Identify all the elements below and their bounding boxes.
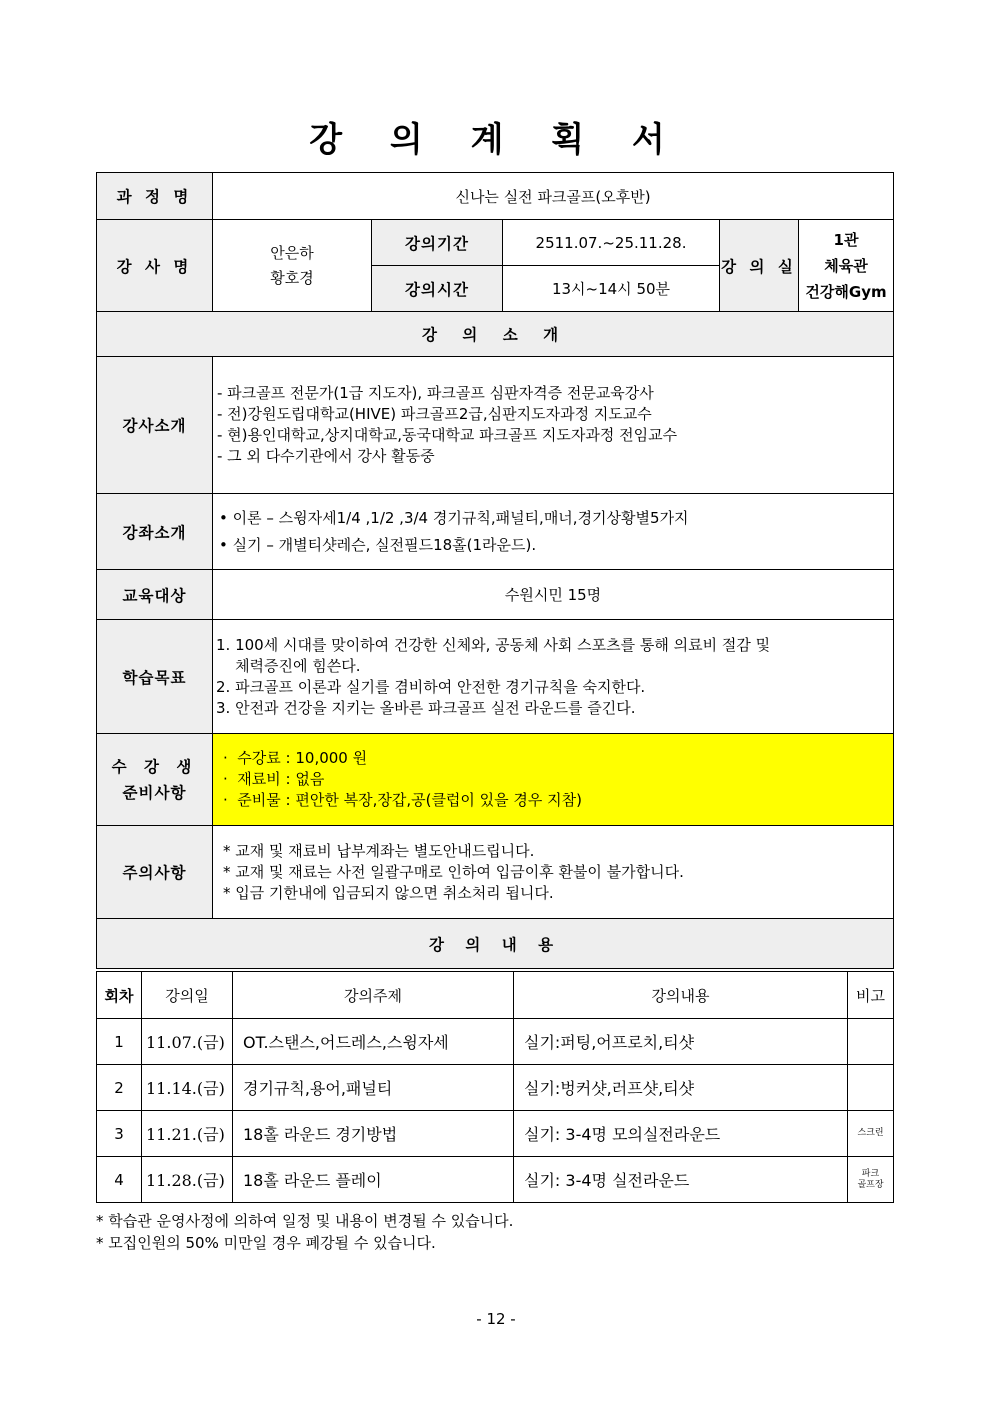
session-content: 실기:벙커샷,러프샷,티샷: [514, 1065, 848, 1111]
target-label: 교육대상: [97, 570, 213, 620]
goals-text: [213, 620, 894, 734]
table-row: [97, 1157, 894, 1203]
goals-label: 학습목표: [97, 620, 213, 734]
session-content: 실기: 3-4명 모의실전라운드: [514, 1111, 848, 1157]
text-line: 1. 100세 시대를 맞이하여 건강한 신체와, 공동체 사회 스포츠를 통해 의료비 절감 및: [216, 635, 771, 654]
session-content: 실기:퍼팅,어프로치,티샷: [514, 1019, 848, 1065]
schedule-header: 회차: [97, 972, 142, 1019]
period-label: 강의기간: [372, 220, 503, 266]
instructor-intro-text: [213, 357, 894, 494]
table-row: [97, 1065, 894, 1111]
period-value: 2511.07.~25.11.28.: [503, 220, 720, 266]
schedule-header: 강의주제: [233, 972, 514, 1019]
text-line: · 수강료 : 10,000 원: [223, 749, 368, 767]
session-date: 11.21.(금): [142, 1111, 233, 1157]
text-line: • 이론 – 스윙자세1/4 ,1/2 ,3/4 경기규칙,패널티,매너,경기상황별5가지: [219, 508, 689, 527]
room-label: 강 의 실: [720, 220, 799, 312]
schedule-header: 강의내용: [514, 972, 848, 1019]
session-no: 2: [97, 1065, 142, 1111]
session-note: [848, 1019, 894, 1065]
session-note: 파크 골프장: [848, 1157, 894, 1203]
notice-label: 주의사항: [97, 826, 213, 919]
text-line: - 현)용인대학교,상지대학교,동국대학교 파크골프 지도자과정 전임교수: [217, 426, 678, 444]
target-value: 수원시민 15명: [213, 570, 894, 620]
session-date: 11.07.(금): [142, 1019, 233, 1065]
prep-text: [213, 734, 894, 826]
session-no: 4: [97, 1157, 142, 1203]
table-row: [97, 1019, 894, 1065]
schedule-header: 비고: [848, 972, 894, 1019]
footnote: * 모집인원의 50% 미만일 경우 폐강될 수 있습니다.: [96, 1234, 436, 1252]
text-line: · 재료비 : 없음: [223, 770, 325, 788]
text-line: * 교재 및 재료는 사전 일괄구매로 인하여 입금이후 환불이 불가합니다.: [223, 862, 684, 881]
text-line: 2. 파크골프 이론과 실기를 겸비하여 안전한 경기규칙을 숙지한다.: [216, 677, 646, 696]
prep-label: [97, 734, 213, 826]
session-date: 11.28.(금): [142, 1157, 233, 1203]
intro-header: 강 의 소 개: [97, 312, 894, 357]
instructor-names: [213, 220, 372, 312]
session-note: 스크린: [848, 1111, 894, 1157]
content-header: 강 의 내 용: [97, 919, 894, 969]
instructor-intro-label: 강사소개: [97, 357, 213, 494]
page-title: 강 의 계 획 서: [309, 120, 683, 160]
schedule-table: [96, 971, 894, 1203]
prep-label-line: 준비사항: [122, 783, 187, 802]
text-line: * 교재 및 재료비 납부계좌는 별도안내드립니다.: [223, 841, 535, 860]
session-topic: 18홀 라운드 경기방법: [233, 1111, 514, 1157]
lecture-intro-label: 강좌소개: [97, 494, 213, 570]
time-label: 강의시간: [372, 266, 503, 312]
footnotes: [96, 1210, 513, 1254]
course-name: 신나는 실전 파크골프(오후반): [213, 173, 894, 220]
session-no: 1: [97, 1019, 142, 1065]
session-note: [848, 1065, 894, 1111]
instructor-name: 황호경: [270, 268, 314, 287]
lecture-intro-text: [213, 494, 894, 570]
text-line: - 그 외 다수기관에서 강사 활동중: [217, 447, 435, 465]
session-topic: 경기규칙,용어,패널티: [233, 1065, 514, 1111]
info-table: [96, 172, 894, 969]
room-value: [799, 220, 894, 312]
prep-label-line: 수 강 생: [111, 757, 198, 776]
text-line: - 전)강원도립대학교(HIVE) 파크골프2급,심판지도자과정 지도교수: [217, 405, 652, 423]
schedule-header: 강의일: [142, 972, 233, 1019]
instructor-name: 안은하: [270, 243, 314, 262]
room-line: 1관: [833, 230, 859, 249]
session-content: 실기: 3-4명 실전라운드: [514, 1157, 848, 1203]
instructor-label: 강 사 명: [97, 220, 213, 312]
footnote: * 학습관 운영사정에 의하여 일정 및 내용이 변경될 수 있습니다.: [96, 1212, 514, 1230]
text-line: 3. 안전과 건강을 지키는 올바른 파크골프 실전 라운드를 즐긴다.: [216, 698, 636, 717]
session-date: 11.14.(금): [142, 1065, 233, 1111]
session-no: 3: [97, 1111, 142, 1157]
room-line: 체육관: [824, 256, 868, 275]
text-line: * 입금 기한내에 입금되지 않으면 취소처리 됩니다.: [223, 883, 554, 902]
text-line: • 실기 – 개별티샷레슨, 실전필드18홀(1라운드).: [219, 535, 537, 554]
session-topic: OT.스탠스,어드레스,스윙자세: [233, 1019, 514, 1065]
time-value: 13시~14시 50분: [503, 266, 720, 312]
text-line: · 준비물 : 편안한 복장,장갑,공(클럽이 있을 경우 지참): [223, 791, 583, 809]
text-line: - 파크골프 전문가(1급 지도자), 파크골프 심판자격증 전문교육강사: [217, 384, 654, 402]
room-line: 건강해Gym: [805, 282, 887, 301]
notice-text: [213, 826, 894, 919]
course-label: 과 정 명: [97, 173, 213, 220]
page-number: - 12 -: [476, 1310, 516, 1328]
table-row: [97, 1111, 894, 1157]
session-topic: 18홀 라운드 플레이: [233, 1157, 514, 1203]
text-line: 체력증진에 힘쓴다.: [216, 656, 361, 675]
